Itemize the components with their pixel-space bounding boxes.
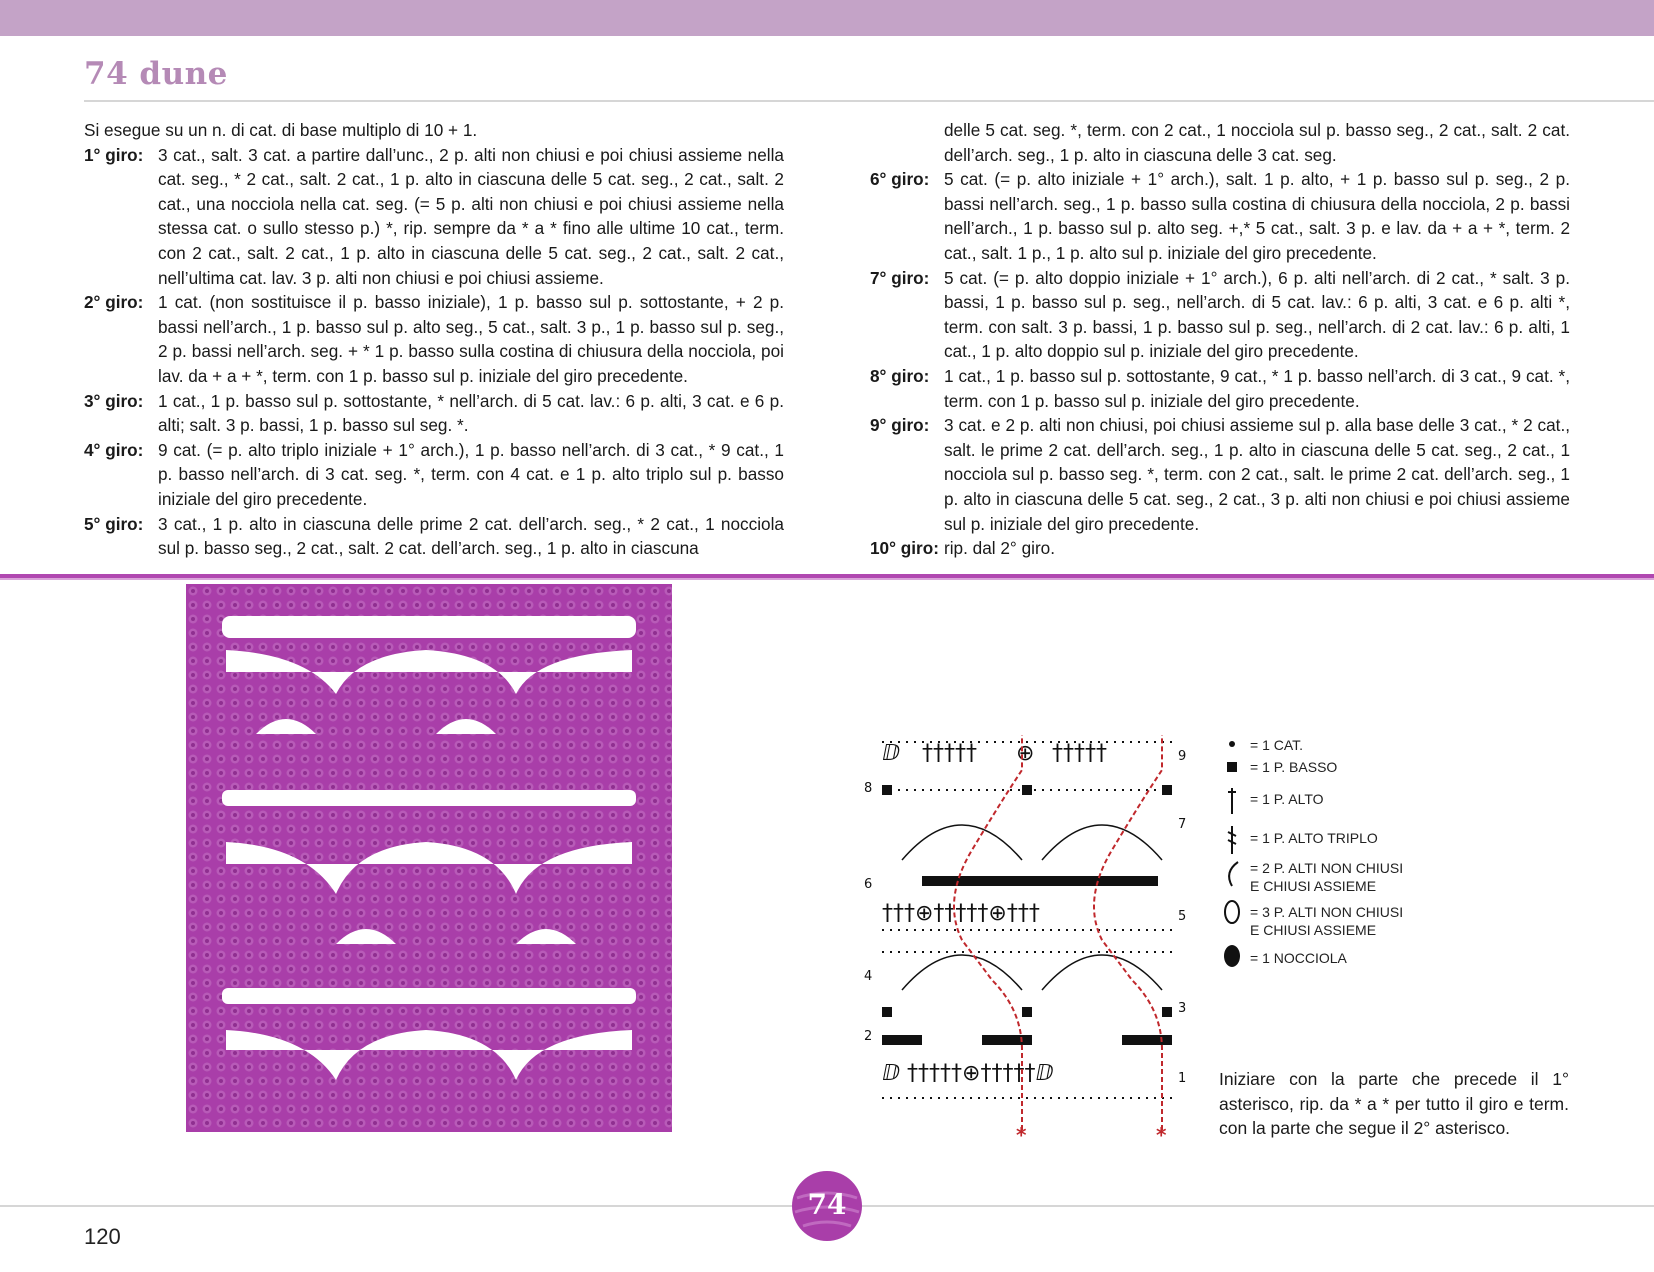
- yarn-strand-highlight: [0, 578, 1654, 580]
- repeat-asterisk: *: [1156, 1123, 1167, 1144]
- chain-dot-icon: [1229, 741, 1235, 747]
- svg-text:†††⊕†††††⊕†††: †††⊕†††††⊕†††: [882, 901, 1040, 926]
- round-text: 1 cat., 1 p. basso sul p. sottostante, * nell’arch. di 5 cat. lav.: 6 p. alti, 3 cat. e 6 p. alti; salt. 3 p. bassi, 1 p. basso sul seg. *.: [158, 390, 784, 436]
- svg-text:†††††: †††††: [1052, 741, 1107, 766]
- chart-row-number: 4: [864, 969, 873, 984]
- chart-row-number: 7: [1178, 817, 1187, 832]
- round-text: 3 cat., 1 p. alto in ciascuna delle prime 2 cat. dell’arch. seg., * 2 cat., 1 nocciola sul p. basso seg., 2 cat., salt. 2 cat. dell’arch. seg., 1 p. alto in ciascuna: [158, 513, 784, 559]
- legend-label: = 1 NOCCIOLA: [1250, 950, 1347, 966]
- cluster-3-icon: [1225, 901, 1239, 923]
- legend-label: = 1 P. ALTO TRIPLO: [1250, 830, 1378, 846]
- round-text: 5 cat. (= p. alto iniziale + 1° arch.), salt. 1 p. alto, + 1 p. basso sul p. seg., 2 p. bassi nell’arch. seg., 1 p. basso sulla costina di chiusura della nocciola, 2 p. bassi nell’arch., 1 p. basso sul p. alto seg. +,* 5 cat., salt. 3 p. e lav. da + a + *, term. 2 cat., salt. 1 p., 1 p. alto sul p. iniziale del giro precedente.: [944, 169, 1570, 263]
- pattern-number-badge: 74: [807, 1188, 847, 1221]
- round-row: [870, 413, 1570, 536]
- round-row: [84, 290, 784, 388]
- chart-row-number: 2: [864, 1029, 873, 1044]
- round-label: 5° giro:: [84, 513, 144, 534]
- legend-label: = 2 P. ALTI NON CHIUSI: [1250, 860, 1404, 876]
- round-label: 7° giro:: [870, 267, 930, 288]
- instructions-left-column: [84, 118, 784, 561]
- repeat-asterisk: *: [1016, 1123, 1027, 1144]
- round-row: [870, 364, 1570, 413]
- round-text: 5 cat. (= p. alto doppio iniziale + 1° arch.), 6 p. alti nell’arch. di 2 cat., * salt. 3 p. bassi, 1 p. basso sul p. seg., nell’arch. di 5 cat. lav.: 6 p. alti, 3 cat. e 6 p. alti *, term. con salt. 3 p. bassi, 1 p. basso sul p. seg., nell’arch. di 2 cat. lav.: 6 p. alti, 1 cat., 1 p. alto doppio sul p. iniziale del giro precedente.: [944, 267, 1570, 362]
- round-row: [870, 536, 1570, 561]
- intro-text: Si esegue su un n. di cat. di base multiplo di 10 + 1.: [84, 120, 478, 140]
- chart-row-number: 1: [1178, 1071, 1187, 1086]
- legend-label: = 3 P. ALTI NON CHIUSI: [1250, 904, 1404, 920]
- round-label: 2° giro:: [84, 292, 144, 313]
- round-text: 3 cat., salt. 3 cat. a partire dall’unc., 2 p. alti non chiusi e poi chiusi assieme nella cat. seg., * 2 cat., salt. 2 cat., 1 p. alto in ciascuna delle 5 cat. seg., 2 cat., salt. 2 cat., una nocciola nella cat. seg. (= 5 p. alti non chiusi e poi chiusi assieme nella stessa cat. o sullo stesso p.) *, rip. sempre da * a * fino alle ultime 10 cat., term. con 2 cat., salt. 2 cat., 1 p. alto in ciascuna delle 5 cat. seg., 2 cat., salt. 2 cat., nell’ultima cat. lav. 3 p. alti non chiusi e poi chiusi assieme.: [158, 144, 784, 288]
- round-text: rip. dal 2° giro.: [944, 538, 1056, 559]
- title-divider: [84, 100, 1654, 102]
- chart-row-number: 9: [1178, 749, 1187, 764]
- chart-row-number: 8: [864, 781, 873, 796]
- round-row: [84, 143, 784, 291]
- legend-label: E CHIUSI ASSIEME: [1250, 922, 1377, 938]
- puff-stitch-icon: [1224, 945, 1240, 967]
- legend-label: = 1 CAT.: [1250, 737, 1304, 753]
- chart-row-number: 6: [864, 877, 873, 892]
- chart-row-number: 5: [1178, 909, 1187, 924]
- top-color-band: [0, 0, 1654, 36]
- round-row: [84, 389, 784, 438]
- round-row: [84, 512, 784, 561]
- chart-row-9-stitches: [882, 741, 1107, 766]
- crochet-swatch-photo: [186, 584, 672, 1132]
- svg-text:ⅅ †††††⊕†††††ⅅ: ⅅ †††††⊕†††††ⅅ: [882, 1061, 1054, 1086]
- round-continuation: delle 5 cat. seg. *, term. con 2 cat., 1 nocciola sul p. basso seg., 2 cat., salt. 2 cat. dell’arch. seg., 1 p. alto in ciascuna delle 3 cat. seg.: [944, 120, 1570, 165]
- round-row: [870, 266, 1570, 364]
- legend-label: = 1 P. ALTO: [1250, 791, 1324, 807]
- chart-row-number: 3: [1178, 1001, 1187, 1016]
- instructions-right-column: [870, 118, 1570, 561]
- legend-label: E CHIUSI ASSIEME: [1250, 878, 1377, 894]
- round-text: 9 cat. (= p. alto triplo iniziale + 1° arch.), 1 p. basso nell’arch. di 3 cat., * 9 cat., 1 p. basso nell’arch. di 3 cat. seg. *, term. con 4 cat. e 1 p. alto triplo sul p. basso iniziale del giro precedente.: [158, 439, 784, 509]
- page-number: 120: [84, 1224, 121, 1249]
- legend-label: = 1 P. BASSO: [1250, 759, 1338, 775]
- repeat-note: Iniziare con la parte che precede il 1° asterisco, rip. da * a * per tutto il giro e term. con la parte che segue il 2° asterisco.: [1219, 1069, 1569, 1139]
- svg-text:ⅅ: ⅅ: [882, 741, 901, 766]
- svg-text:†††††: †††††: [922, 741, 977, 766]
- single-crochet-icon: [1227, 762, 1237, 772]
- round-label: 3° giro:: [84, 390, 144, 411]
- round-text: 1 cat. (non sostituisce il p. basso iniziale), 1 p. basso sul p. sottostante, + 2 p. bassi nell’arch., 1 p. basso sul p. alto seg., 5 cat., salt. 3 p., 1 p. basso sul p. seg., 2 p. bassi nell’arch. seg. + * 1 p. basso sulla costina di chiusura della nocciola, poi lav. da + a + *, term. con 1 p. basso sul p. iniziale del giro precedente.: [158, 292, 784, 386]
- round-label: 8° giro:: [870, 365, 930, 386]
- round-text: 3 cat. e 2 p. alti non chiusi, poi chiusi assieme sul p. alla base delle 3 cat., * 2 cat., salt. le prime 2 cat. dell’arch. seg., 1 p. alto in ciascuna delle 5 cat. seg., 2 cat., 1 nocciola sul p. basso seg. *, term. con 2 cat., salt. le prime 2 cat. dell’arch. seg., 1 p. alto in ciascuna delle 5 cat. seg., 2 cat., 3 p. alti non chiusi e poi chiusi assieme sul p. iniziale del giro precedente.: [944, 415, 1570, 534]
- round-label: 1° giro:: [84, 144, 144, 165]
- pattern-title: 74 dune: [84, 56, 228, 92]
- svg-text:⊕: ⊕: [1016, 741, 1035, 766]
- round-label: 9° giro:: [870, 415, 930, 436]
- round-text: 1 cat., 1 p. basso sul p. sottostante, 9 cat., * 1 p. basso nell’arch. di 3 cat., 9 cat. *, term. con 1 p. basso sul p. iniziale del giro precedente.: [944, 365, 1570, 411]
- cluster-2-icon: [1229, 862, 1238, 886]
- round-row: [84, 438, 784, 512]
- round-row: [870, 167, 1570, 265]
- crochet-chart: [862, 730, 1202, 1144]
- round-label: 6° giro:: [870, 169, 930, 190]
- round-label: 10° giro:: [870, 538, 939, 559]
- round-label: 4° giro:: [84, 439, 144, 460]
